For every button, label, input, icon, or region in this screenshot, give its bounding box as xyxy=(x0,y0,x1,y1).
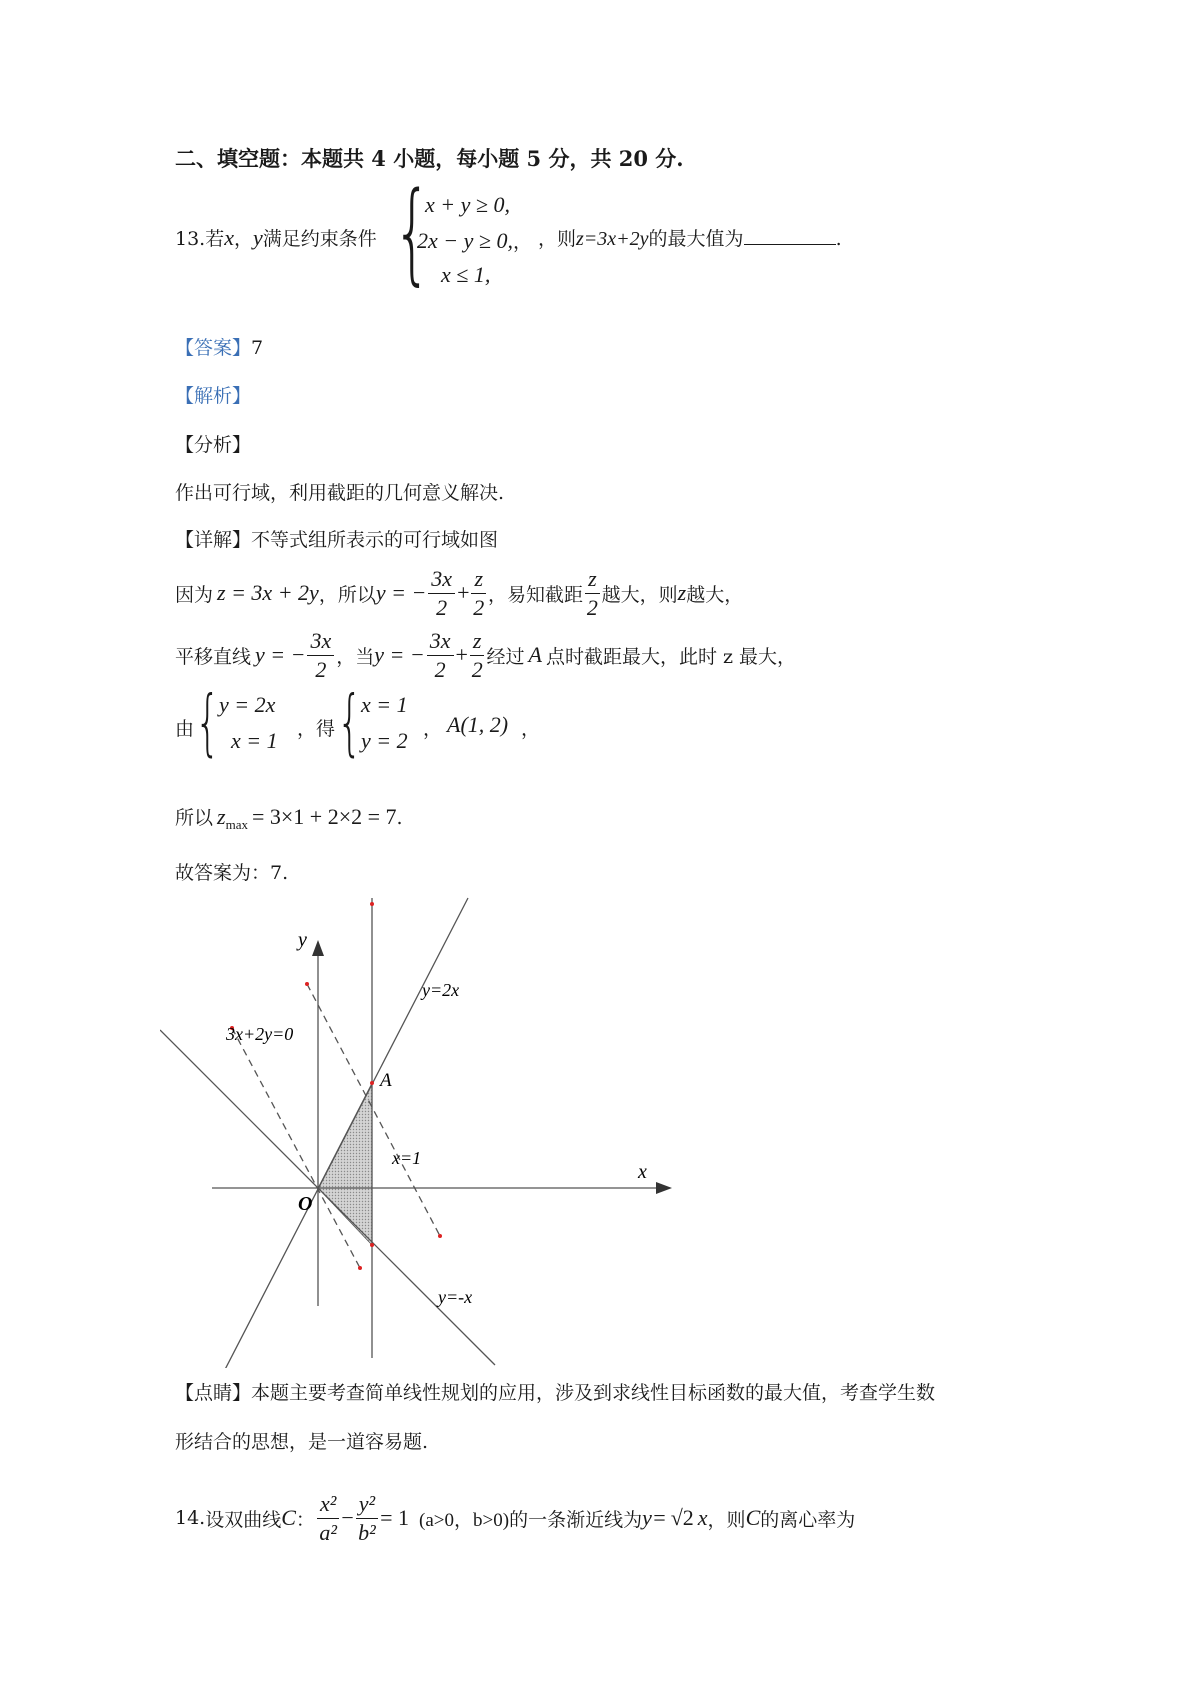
label-x-axis: x xyxy=(638,1161,647,1183)
label-point-a: A xyxy=(380,1070,392,1091)
label-x-1: x=1 xyxy=(392,1148,422,1168)
label-y-axis: y xyxy=(298,929,307,951)
answer-label: 【答案】 xyxy=(175,337,252,359)
q14-frac-1: $\frac{\text{x²}}{\text{a²}}$ xyxy=(317,1490,339,1547)
step4-lead: 所以 xyxy=(175,807,214,829)
q14-tail-b: 的离心率为 xyxy=(760,1508,856,1531)
step3-sys2-a: x = 1 xyxy=(361,692,408,717)
step1-frac-1: $\frac{3x}{2}$ xyxy=(428,565,455,622)
q13-number: 13. xyxy=(175,228,206,250)
step2-tail-a: 经过 xyxy=(486,645,525,668)
q14-frac-2: $\frac{\text{y²}}{\text{b²}}$ xyxy=(356,1490,378,1547)
step3-brace-1: { xyxy=(195,680,221,764)
analysis-label: 【解析】 xyxy=(175,385,252,407)
step2-point: A xyxy=(528,642,542,667)
step3-tail: ， xyxy=(521,718,541,740)
step4-sub: max xyxy=(225,816,248,832)
step2-frac-1: $\frac{3x}{2}$ xyxy=(307,627,334,684)
q14-tail-c: C xyxy=(745,1505,761,1530)
step3-sys1-b: x = 1 xyxy=(231,728,278,753)
step1-tail-a: 越大，则 xyxy=(601,583,678,606)
detail-label: 【详解】 xyxy=(175,529,252,551)
q14-mid: 的一条渐近线为 xyxy=(509,1508,643,1531)
feasible-region xyxy=(318,1083,372,1245)
step1-frac-3: $\frac{z}{2}$ xyxy=(586,565,598,620)
step-4 xyxy=(175,803,403,833)
fenxi-label: 【分析】 xyxy=(175,434,252,456)
label-y-2x: y=2x xyxy=(422,980,460,1000)
step1-frac-2: $\frac{z}{2}$ xyxy=(473,565,485,620)
q13-condition-3: x ≤ 1, xyxy=(441,262,491,287)
q14-eq: = 1 xyxy=(380,1505,410,1530)
step1-mid-2: ，易知截距 xyxy=(488,583,584,606)
step-2 xyxy=(175,620,796,690)
q13-brace: { xyxy=(393,168,432,296)
answer-row xyxy=(175,333,263,360)
q14-curve: C xyxy=(281,1505,296,1530)
q14-cond: (a>0，b>0) xyxy=(419,1509,510,1531)
step-1 xyxy=(175,558,743,628)
q13-text-2: 满足约束条件 xyxy=(262,228,377,250)
step1-tail-z: z xyxy=(677,580,687,605)
label-y-neg-x: y=-x xyxy=(438,1287,473,1307)
dianjing-row-1 xyxy=(175,1378,935,1405)
label-objective-line: 3x+2y=0 xyxy=(226,1024,294,1044)
marker-dot xyxy=(358,1266,362,1270)
q14-number: 14. xyxy=(175,1507,206,1529)
detail-row xyxy=(175,525,498,552)
step3-sys1-a: y = 2x xyxy=(219,692,276,717)
q13-var-x: x xyxy=(224,225,234,250)
dianjing-text-2: 形结合的思想，是一道容易题. xyxy=(175,1431,429,1453)
step2-lead: 平移直线 xyxy=(175,645,252,668)
step3-brace-2: { xyxy=(337,680,363,764)
step3-comma: ， xyxy=(423,718,443,740)
y-axis-arrow xyxy=(312,940,324,956)
q14-sqrt: √2 xyxy=(670,1505,694,1530)
q14-prefix: 设双曲线 xyxy=(205,1508,282,1531)
q13-period: . xyxy=(835,228,842,250)
step2-frac-2: $\frac{3x}{2}$ xyxy=(427,627,454,684)
q14-asym-y: y= xyxy=(642,1505,667,1530)
step4-period: . xyxy=(396,807,403,829)
q13-comma: ， xyxy=(234,228,254,250)
step2-y-eq-2: y = − xyxy=(374,642,425,667)
q13-var-y: y xyxy=(253,225,263,250)
marker-dot xyxy=(438,1234,442,1238)
x-axis-arrow xyxy=(656,1182,672,1194)
marker-dot xyxy=(305,982,309,986)
q13-prefix xyxy=(175,224,377,251)
step2-frac-3: $\frac{z}{2}$ xyxy=(471,627,483,682)
step4-z: z xyxy=(217,804,226,829)
step3-point: A(1, 2) xyxy=(447,712,509,737)
step3-lead: 由 xyxy=(175,718,195,740)
q14-minus: − xyxy=(341,1505,354,1530)
q14 xyxy=(175,1478,855,1558)
q14-tail-a: ，则 xyxy=(707,1508,746,1531)
feasible-region-figure xyxy=(160,888,680,1368)
q13-cond2-tail: ， xyxy=(512,231,532,253)
marker-dot xyxy=(370,902,374,906)
q13-text: 若 xyxy=(205,228,225,250)
q13-condition-1: x + y ≥ 0, xyxy=(425,192,510,217)
detail-text: 不等式组所表示的可行域如图 xyxy=(251,529,499,551)
step1-eq: z = 3x + 2y xyxy=(217,580,319,605)
step2-tail-b: 点时截距最大，此时 z 最大， xyxy=(545,645,797,668)
q13-suffix: 的最大值为 xyxy=(648,228,744,250)
q13-suffix-row xyxy=(538,224,842,251)
marker-dot-a xyxy=(370,1081,374,1085)
final-answer: 故答案为：7. xyxy=(175,862,289,884)
section-heading: 二、填空题：本题共 4 小题，每小题 5 分，共 20 分. xyxy=(175,146,684,171)
q13-mid: ，则 xyxy=(538,228,577,250)
q13-answer-blank xyxy=(744,226,836,245)
step2-plus: + xyxy=(455,642,468,667)
step1-y-eq: y = − xyxy=(375,580,427,605)
step1-lead: 因为 xyxy=(175,583,214,606)
step1-tail-b: 越大， xyxy=(686,583,744,606)
q13-objective: z=3x+2y xyxy=(576,228,649,250)
step1-plus: + xyxy=(457,580,470,605)
step3-mid: ，得 xyxy=(297,718,336,740)
fenxi-text: 作出可行域，利用截距的几何意义解决. xyxy=(175,482,505,504)
step4-expr: = 3×1 + 2×2 = 7 xyxy=(251,804,397,829)
step1-mid: ，所以 xyxy=(318,583,376,606)
step3-sys2-b: y = 2 xyxy=(361,728,408,753)
dianjing-label: 【点睛】 xyxy=(175,1382,252,1404)
q14-colon: ： xyxy=(295,1508,315,1531)
q13-condition-2-row xyxy=(417,227,532,254)
q13-condition-2: 2x − y ≥ 0, xyxy=(417,228,513,253)
step2-y-eq: y = − xyxy=(255,642,306,667)
dashed-line-through-a xyxy=(307,984,440,1236)
line-y-neg-x xyxy=(160,1030,495,1365)
label-origin: O xyxy=(298,1193,313,1215)
step2-mid: ，当 xyxy=(336,645,375,668)
q14-asym-x: x xyxy=(697,1505,708,1530)
answer-value: 7 xyxy=(251,337,264,359)
marker-dot xyxy=(370,1243,374,1247)
dianjing-text-1: 本题主要考查简单线性规划的应用，涉及到求线性目标函数的最大值，考查学生数 xyxy=(251,1382,936,1404)
